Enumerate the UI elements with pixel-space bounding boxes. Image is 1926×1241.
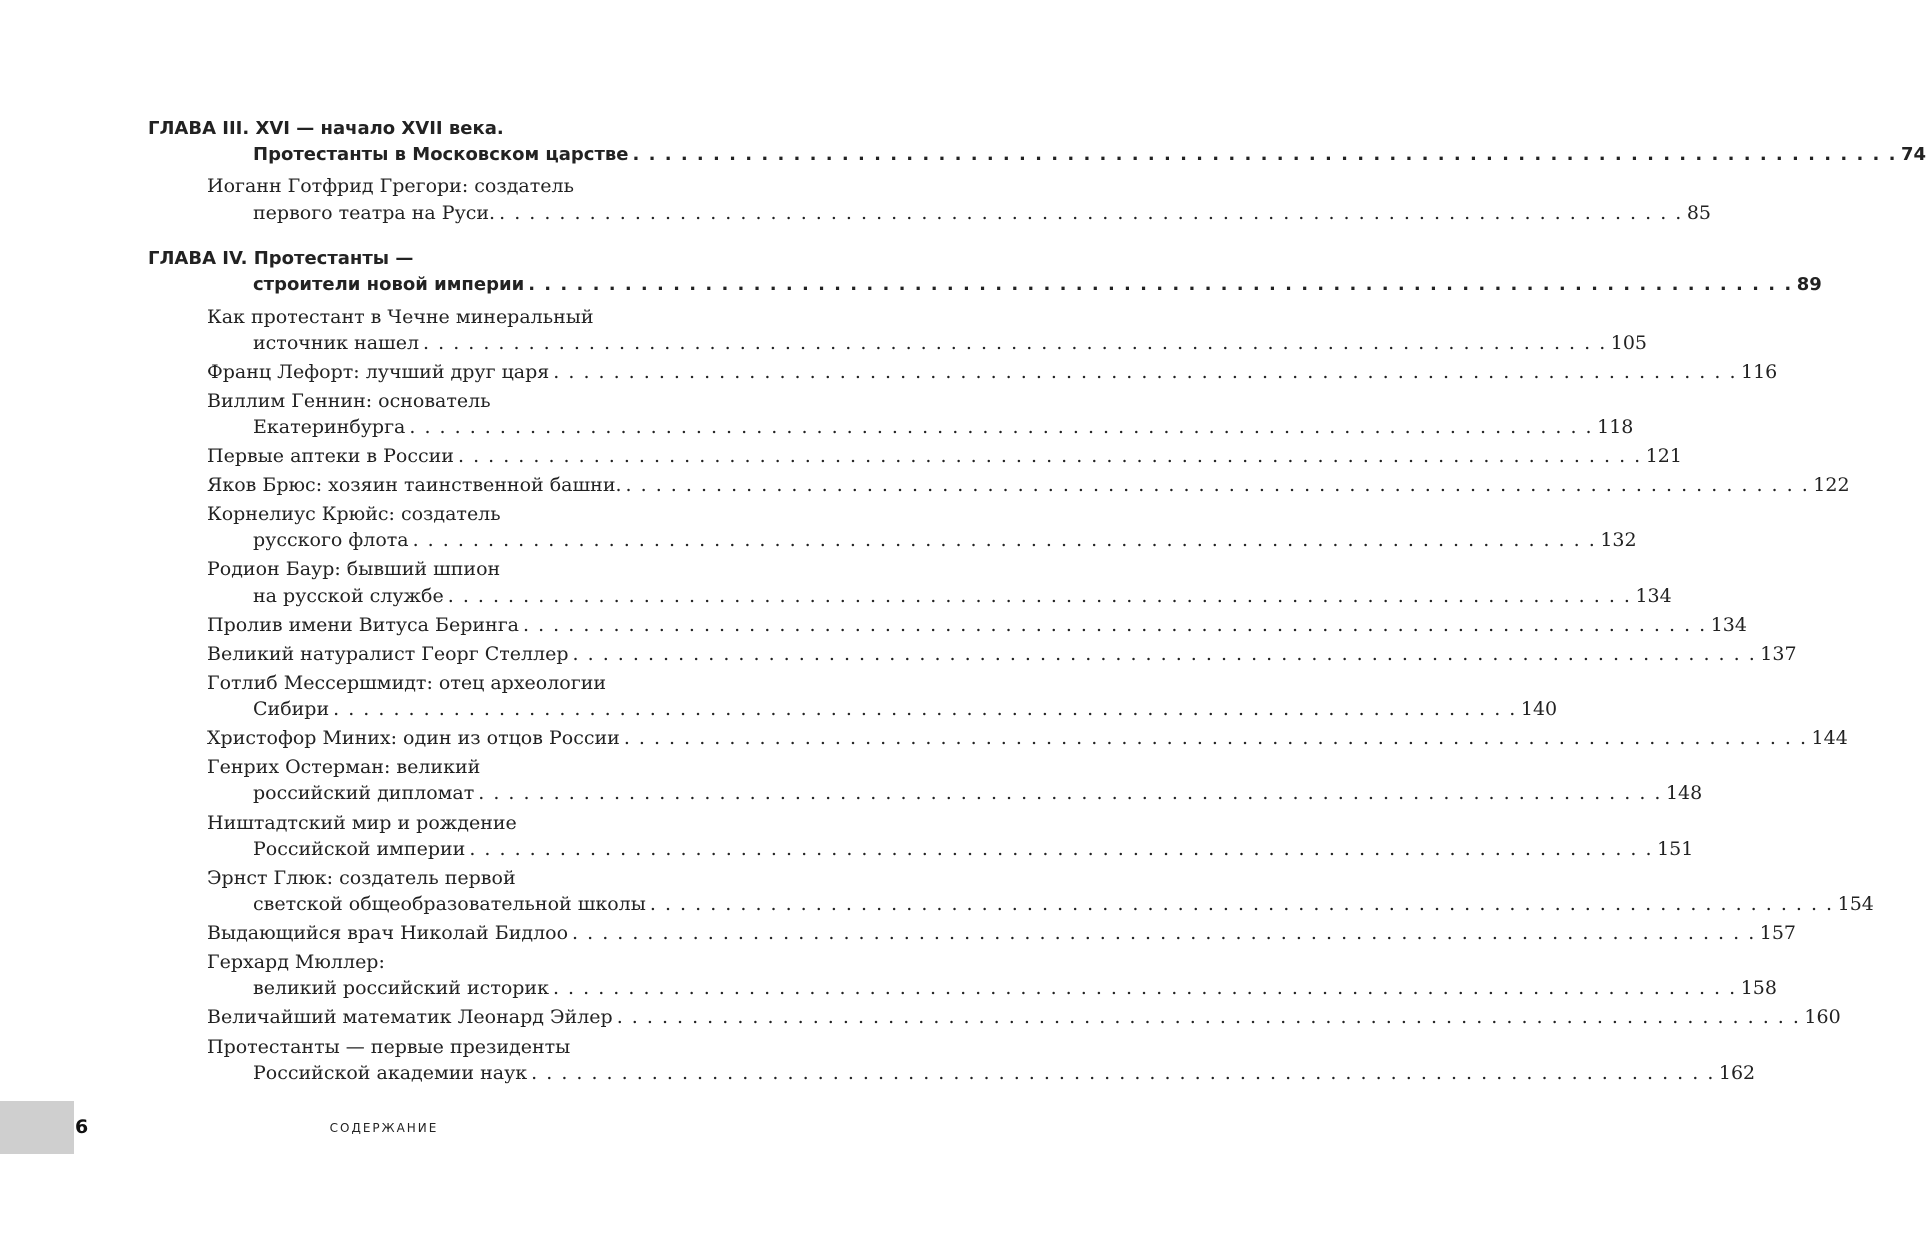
page-ref: 118 [1597, 416, 1634, 438]
entry-text: источник нашел [253, 332, 420, 354]
entry-text: Российской академии наук [253, 1062, 528, 1084]
entry-text: Екатеринбурга [253, 416, 406, 438]
entry-text: первого театра на Руси. [253, 202, 496, 224]
page-ref: 74 [1901, 144, 1926, 165]
leader-dots [568, 919, 1760, 947]
entry-text: Выдающийся врач Николай Бидлоо [207, 922, 569, 944]
entry-text: Первые аптеки в России [207, 445, 454, 467]
entry-text: российский дипломат [253, 782, 475, 804]
toc-entry [207, 724, 1848, 752]
toc-entry [253, 974, 1777, 1002]
entry-text: Величайший математик Леонард Эйлер [207, 1006, 613, 1028]
leader-dots [527, 1059, 1719, 1087]
toc-entry [253, 695, 1558, 723]
toc-entry [253, 413, 1634, 441]
toc-entry [253, 779, 1703, 807]
page-ref: 85 [1686, 202, 1712, 224]
entry-text: Христофор Миних: один из отцов России [207, 727, 620, 749]
page-ref: 89 [1796, 274, 1822, 295]
entry-text: Генрих Остерман: великий [207, 756, 481, 778]
leader-dots [495, 199, 1687, 227]
toc-entry [207, 611, 1747, 639]
leader-dots [465, 835, 1657, 863]
chapter-title: строители новой империи [253, 274, 525, 295]
leader-dots [549, 974, 1741, 1002]
toc-chapter-3-line-2 [253, 141, 1926, 169]
leader-dots [646, 890, 1838, 918]
toc-entry-line [207, 500, 501, 528]
entry-text: светской общеобразовательной школы [253, 893, 646, 915]
toc-entry-line [207, 753, 480, 781]
entry-text: Пролив имени Витуса Беринга [207, 614, 519, 636]
leader-dots [419, 329, 1611, 357]
entry-text: русского флота [253, 529, 409, 551]
leader-dots [622, 471, 1814, 499]
entry-text: Ништадтский мир и рождение [207, 812, 517, 834]
page-ref: 140 [1520, 698, 1558, 720]
page-ref: 157 [1759, 922, 1797, 944]
page-ref: 148 [1665, 782, 1703, 804]
page-ref: 151 [1657, 838, 1694, 860]
toc-entry [207, 358, 1778, 386]
entry-text: Виллим Геннин: основатель [207, 390, 491, 412]
leader-dots [329, 695, 1521, 723]
entry-text: Франц Лефорт: лучший друг царя [207, 361, 550, 383]
toc-entry [207, 640, 1797, 668]
entry-text: Готлиб Мессершмидт: отец археологии [207, 672, 607, 694]
toc-entry-line [207, 555, 500, 583]
leader-dots [519, 611, 1711, 639]
toc-entry [253, 526, 1637, 554]
entry-text: Яков Брюс: хозяин таинственной башни. [207, 474, 622, 496]
leader-dots [405, 413, 1597, 441]
entry-text: Корнелиус Крюйс: создатель [207, 503, 501, 525]
toc-entry [207, 442, 1682, 470]
page-ref: 160 [1804, 1006, 1841, 1028]
toc-entry-line [207, 948, 385, 976]
page-ref: 116 [1741, 361, 1778, 383]
leader-dots [620, 724, 1812, 752]
toc-entry-line [207, 669, 606, 697]
toc-entry [207, 1003, 1841, 1031]
toc-entry-line [207, 387, 491, 415]
entry-text: великий российский историк [253, 977, 549, 999]
page-ref: 105 [1610, 332, 1648, 354]
page-ref: 158 [1740, 977, 1777, 999]
leader-dots [549, 358, 1741, 386]
page-ref: 162 [1718, 1062, 1756, 1084]
toc-entry [253, 1059, 1756, 1087]
toc-chapter-3-line-1 [148, 115, 688, 143]
entry-text: Родион Баур: бывший шпион [207, 558, 501, 580]
page-ref: 121 [1645, 445, 1682, 467]
entry-text: Эрнст Глюк: создатель первой [207, 867, 516, 889]
toc-entry-line [207, 1033, 570, 1061]
toc-entry [253, 199, 1712, 227]
chapter-label: ГЛАВА IV. [148, 248, 248, 269]
toc-entry-line [207, 172, 574, 200]
entry-text: Российской империи [253, 838, 466, 860]
page-ref: 137 [1760, 643, 1797, 665]
leader-dots [569, 640, 1761, 668]
chapter-title: Протестанты — [253, 248, 414, 269]
leader-dots [409, 526, 1601, 554]
toc-entry [253, 582, 1672, 610]
entry-text: Как протестант в Чечне минеральный [207, 306, 594, 328]
page-ref: 154 [1837, 893, 1874, 915]
entry-text: Великий натуралист Георг Стеллер [207, 643, 569, 665]
running-head: СОДЕРЖАНИЕ [329, 1121, 439, 1135]
toc-entry [253, 835, 1694, 863]
chapter-title: XVI — начало XVII века. [255, 118, 504, 139]
entry-text: Протестанты — первые президенты [207, 1036, 571, 1058]
entry-text: Иоганн Готфрид Грегори: создатель [207, 175, 574, 197]
toc-chapter-4-line-1 [148, 245, 688, 273]
toc-entry [253, 329, 1648, 357]
toc-entry [253, 890, 1874, 918]
toc-entry [207, 471, 1850, 499]
leader-dots [629, 141, 1902, 169]
page-ref: 144 [1811, 727, 1848, 749]
page-ref: 122 [1813, 474, 1850, 496]
chapter-label: ГЛАВА III. [148, 118, 250, 139]
page-ref: 134 [1635, 585, 1672, 607]
leader-dots [613, 1003, 1805, 1031]
page-ref: 132 [1600, 529, 1637, 551]
leader-dots [524, 271, 1797, 299]
toc-entry-line [207, 303, 594, 331]
toc-entry-line [207, 809, 517, 837]
page-number: 6 [75, 1116, 89, 1138]
leader-dots [474, 779, 1666, 807]
page-ref: 134 [1710, 614, 1747, 636]
leader-dots [444, 582, 1636, 610]
entry-text: на русской службе [253, 585, 444, 607]
chapter-title: Протестанты в Московском царстве [253, 144, 629, 165]
entry-text: Герхард Мюллер: [207, 951, 385, 973]
toc-chapter-4-line-2 [253, 271, 1822, 299]
leader-dots [454, 442, 1646, 470]
entry-text: Сибири [253, 698, 330, 720]
toc-entry [207, 919, 1797, 947]
toc-entry-line [207, 864, 516, 892]
